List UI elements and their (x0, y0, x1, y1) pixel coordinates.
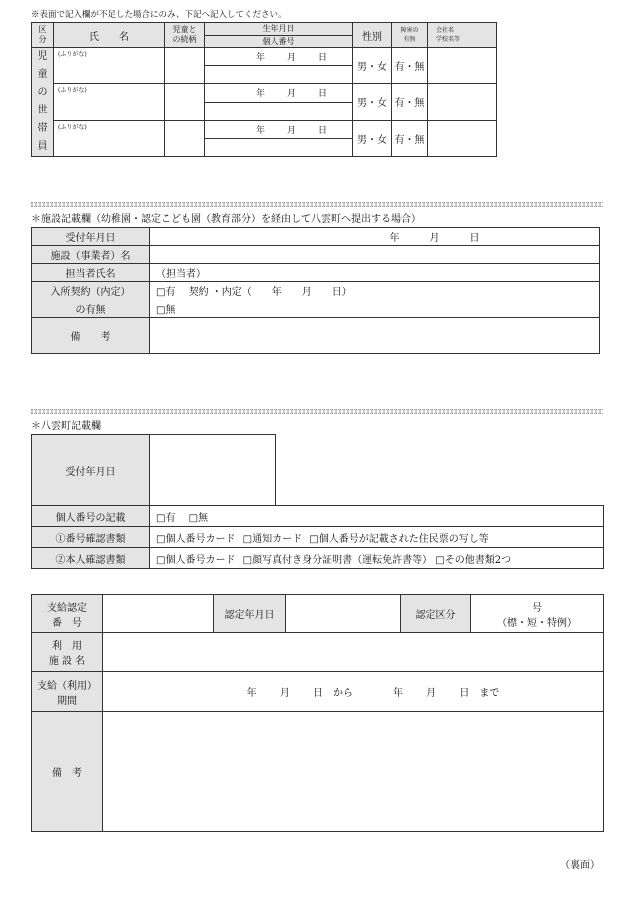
cert-number-label: 支給認定 番 号 (32, 595, 103, 633)
town-verify-table (31, 505, 604, 569)
member-relation-cell[interactable] (165, 84, 205, 121)
usage-facility-field[interactable] (103, 633, 604, 672)
supplement-note: ※表面で記入欄が不足した場合にのみ、下記へ記入してください。 (31, 10, 287, 20)
my-number-yes-checkbox[interactable]: □ 有 (156, 513, 175, 524)
facility-name-field[interactable] (150, 246, 600, 264)
person-in-charge-label: 担当者氏名 (32, 264, 150, 282)
member-company-cell[interactable] (428, 48, 497, 84)
member-sex-cell[interactable]: 男・女 (353, 120, 392, 157)
member-sex-cell[interactable]: 男・女 (353, 48, 392, 84)
contract-yes-option[interactable]: □ 有 契約 ・内定（ 年 月 日） (150, 282, 600, 300)
facility-section-title: ＊施設記載欄（幼稚園・認定こども園（教育部分）を経由して八雲町へ提出する場合） (31, 214, 421, 225)
company-header: 会社名 学校名等 (428, 23, 497, 48)
cert-date-field[interactable] (286, 595, 401, 633)
dob-header: 生年月日 (205, 23, 353, 36)
facility-remarks-field[interactable] (150, 318, 600, 354)
member-company-cell[interactable] (428, 120, 497, 157)
disability-header: 障害の 有無 (392, 23, 428, 48)
sex-header: 性別 (353, 23, 392, 48)
member-disability-cell[interactable]: 有・無 (392, 120, 428, 157)
facility-received-date[interactable]: 年 月 日 (150, 228, 600, 246)
cert-date-label: 認定年月日 (214, 595, 286, 633)
my-number-entry-options[interactable] (150, 506, 604, 527)
member-name-cell[interactable]: (ふりがな) (54, 120, 165, 157)
member-dob-cell[interactable]: 年 月 日 (205, 48, 353, 66)
member-company-cell[interactable] (428, 84, 497, 121)
contract-label: 入所契約（内定） (32, 282, 150, 300)
facility-remarks-label: 備 考 (32, 318, 150, 354)
cert-remarks-label: 備 考 (32, 712, 103, 832)
member-relation-cell[interactable] (165, 48, 205, 84)
my-number-header: 個人番号 (205, 36, 353, 48)
town-received-label: 受付年月日 (32, 435, 150, 506)
payment-period-field[interactable]: 年 月 日 から 年 月 日 まで (103, 672, 604, 712)
number-doc-label: ①番号確認書類 (32, 527, 150, 548)
certification-table (31, 594, 604, 832)
member-my-number-boxes[interactable] (205, 66, 353, 84)
contract-label-2: の有無 (32, 300, 150, 318)
member-sex-cell[interactable]: 男・女 (353, 84, 392, 121)
my-number-entry-label: 個人番号の記載 (32, 506, 150, 527)
member-my-number-boxes[interactable] (205, 139, 353, 157)
cert-class-label: 認定区分 (401, 595, 471, 633)
cert-number-field[interactable] (103, 595, 214, 633)
member-name-cell[interactable]: (ふりがな) (54, 48, 165, 84)
number-doc-option[interactable]: □ 通知カード (243, 534, 302, 545)
payment-period-label: 支給（利用） 期間 (32, 672, 103, 712)
person-in-charge-field[interactable]: （担当者） (150, 264, 600, 282)
number-doc-options[interactable] (150, 527, 604, 548)
household-group-label: 児 童 の 世 帯 員 (32, 48, 54, 157)
relation-header: 児童と の続柄 (165, 23, 205, 48)
section-divider (31, 409, 603, 414)
my-number-no-checkbox[interactable]: □ 無 (189, 513, 208, 524)
contract-no-option[interactable]: □ 無 (150, 300, 600, 318)
member-disability-cell[interactable]: 有・無 (392, 84, 428, 121)
member-dob-cell[interactable]: 年 月 日 (205, 84, 353, 103)
facility-table (31, 227, 600, 354)
member-disability-cell[interactable]: 有・無 (392, 48, 428, 84)
category-header: 区 分 (32, 23, 54, 48)
town-received-table (31, 434, 276, 506)
number-doc-option[interactable]: □ 個人番号カード (156, 534, 235, 545)
identity-doc-label: ②本人確認書類 (32, 548, 150, 569)
name-header: 氏 名 (54, 23, 165, 48)
usage-facility-label: 利 用 施 設 名 (32, 633, 103, 672)
number-doc-option[interactable]: □ 個人番号が記載された住民票の写し等 (309, 534, 488, 545)
cert-class-field[interactable]: 号 （標・短・特例） (471, 595, 604, 633)
facility-name-label: 施設（事業者）名 (32, 246, 150, 264)
member-relation-cell[interactable] (165, 120, 205, 157)
member-dob-cell[interactable]: 年 月 日 (205, 120, 353, 139)
identity-doc-option[interactable]: □ その他書類2つ (435, 555, 511, 566)
page-side-label: （裏面） (560, 860, 600, 871)
section-divider (31, 202, 603, 207)
member-my-number-boxes[interactable] (205, 102, 353, 120)
facility-received-label: 受付年月日 (32, 228, 150, 246)
member-name-cell[interactable]: (ふりがな) (54, 84, 165, 121)
town-received-field[interactable] (150, 435, 276, 506)
identity-doc-option[interactable]: □ 顔写真付き身分証明書（運転免許書等） (243, 555, 432, 566)
identity-doc-option[interactable]: □ 個人番号カード (156, 555, 235, 566)
cert-remarks-field[interactable] (103, 712, 604, 832)
household-members-table (31, 22, 497, 157)
identity-doc-options[interactable] (150, 548, 604, 569)
town-section-title: ＊八雲町記載欄 (31, 421, 101, 432)
